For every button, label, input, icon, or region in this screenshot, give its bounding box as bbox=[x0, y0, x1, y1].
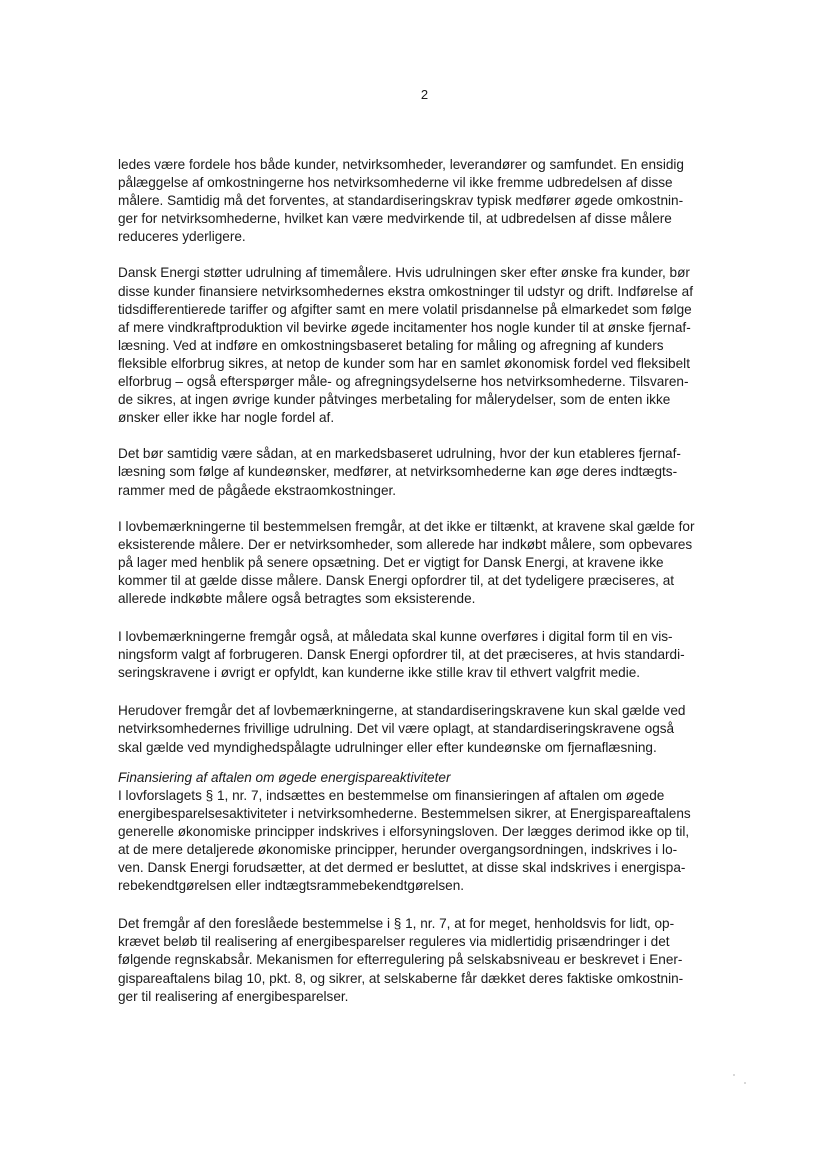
text-line: de sikres, at ingen øvrige kunder påtvinges merbetaling for målerydelser, som de enten ikke bbox=[118, 392, 671, 408]
text-line: ven. Dansk Energi forudsætter, at det dermed er besluttet, at disse skal indskrives i energispa- bbox=[118, 860, 686, 876]
scan-speck bbox=[733, 1074, 735, 1076]
text-line: I lovbemærkningerne fremgår også, at måledata skal kunne overføres i digital form til en vis- bbox=[118, 629, 673, 645]
section-paragraph-1 bbox=[118, 787, 740, 896]
paragraph-2 bbox=[118, 264, 740, 427]
text-line: af mere vindkraftproduktion vil bevirke øgede incitamenter hos nogle kunder til at ønske fjernaf- bbox=[118, 319, 691, 335]
text-line: Herudover fremgår det af lovbemærkningerne, at standardiseringskravene kun skal gælde ved bbox=[118, 703, 686, 719]
text-line: disse kunder finansiere netvirksomhedernes ekstra omkostninger til udstyr og drift. Indførelse af bbox=[118, 283, 693, 299]
text-line: krævet beløb til realisering af energibesparelser reguleres via midlertidig prisændringer i det bbox=[118, 934, 670, 950]
text-line: Det bør samtidig være sådan, at en markedsbaseret udrulning, hvor der kun etableres fjernaf- bbox=[118, 446, 681, 462]
text-line: ningsform valgt af forbrugeren. Dansk Energi opfordrer til, at det præciseres, at hvis standardi- bbox=[118, 647, 685, 663]
text-line: læsning som følge af kundeønsker, medfører, at netvirksomhederne kan øge deres indtægts- bbox=[118, 464, 678, 480]
text-line: allerede indkøbte målere også betragtes som eksisterende. bbox=[118, 590, 476, 606]
text-line: elforbrug – også efterspørger måle- og afregningsydelserne hos netvirksomhederne. Tilsvaren- bbox=[118, 374, 689, 390]
text-line: Dansk Energi støtter udrulning af timemålere. Hvis udrulningen sker efter ønske fra kunder, bør bbox=[118, 265, 690, 281]
text-line: skal gælde ved myndighedspålagte udrulninger eller efter kundeønske om fjernaflæsning. bbox=[118, 739, 657, 755]
text-line: på lager med henblik på senere opsætning. Det er vigtigt for Dansk Energi, at kravene ikke bbox=[118, 554, 664, 570]
scan-speck bbox=[744, 1082, 746, 1084]
paragraph-3 bbox=[118, 445, 740, 499]
text-line: at de mere detaljerede økonomiske principper, herunder overgangsordningen, indskrives i lo- bbox=[118, 842, 678, 857]
paragraph-1 bbox=[118, 156, 740, 246]
text-line: generelle økonomiske principper indskrives i elforsyningsloven. Der lægges derimod ikke op til, bbox=[118, 823, 690, 839]
paragraph-6 bbox=[118, 702, 740, 756]
page-number: 2 bbox=[420, 87, 429, 102]
text-line: læsning. Ved at indføre en omkostningsbaseret betaling for måling og afregning af kunders bbox=[118, 337, 664, 353]
text-line: netvirksomhedernes frivillige udrulning. Det vil være oplagt, at standardiseringskravene også bbox=[118, 721, 675, 737]
text-line: Det fremgår af den foreslåede bestemmelse i § 1, nr. 7, at for meget, henholdsvis for lidt, op- bbox=[118, 916, 675, 932]
text-line: energibesparelsesaktiviteter i netvirksomhederne. Bestemmelsen sikrer, at Energispareaftalens bbox=[118, 805, 691, 821]
text-line: eksisterende målere. Der er netvirksomheder, som allerede har indkøbt målere, som opbevares bbox=[118, 536, 693, 552]
text-line: ger til realisering af energibesparelser. bbox=[118, 988, 349, 1004]
text-line: målere. Samtidig må det forventes, at standardiseringskrav typisk medfører øgede omkostnin- bbox=[118, 193, 684, 209]
text-line: rebekendtgørelsen eller indtægtsrammebekendtgørelsen. bbox=[118, 878, 465, 894]
paragraph-5 bbox=[118, 628, 740, 682]
section-heading: Finansiering af aftalen om øgede energispareaktiviteter bbox=[118, 769, 451, 785]
text-line: følgende regnskabsår. Mekanismen for efterregulering på selskabsniveau er beskrevet i Ener- bbox=[118, 952, 683, 968]
text-line: I lovbemærkningerne til bestemmelsen fremgår, at det ikke er tiltænkt, at kravene skal gælde for bbox=[118, 518, 695, 534]
document-body bbox=[118, 156, 740, 1006]
text-line: ønsker eller ikke har nogle fordel af. bbox=[118, 410, 335, 426]
text-line: reduceres yderligere. bbox=[118, 229, 246, 245]
text-line: ger for netvirksomhederne, hvilket kan være medvirkende til, at udbredelsen af disse målere bbox=[118, 211, 672, 227]
text-line: ledes være fordele hos både kunder, netvirksomheder, leverandører og samfundet. En ensidig bbox=[118, 157, 684, 172]
text-line: fleksible elforbrug sikres, at netop de kunder som har en samlet økonomisk fordel ved fleksibelt bbox=[118, 355, 690, 371]
paragraph-4 bbox=[118, 518, 740, 608]
text-line: tidsdifferentierede tariffer og afgifter samt en mere volatil prisdannelse på elmarkedet som følge bbox=[118, 301, 692, 317]
text-line: pålæggelse af omkostningerne hos netvirksomhederne vil ikke fremme udbredelsen af disse bbox=[118, 175, 673, 191]
text-line: seringskravene i øvrigt er opfyldt, kan kunderne ikke stille krav til ethvert valgfrit medie. bbox=[118, 665, 641, 681]
text-line: gispareaftalens bilag 10, pkt. 8, og sikrer, at selskaberne får dækket deres faktiske omkostnin- bbox=[118, 970, 684, 986]
section-paragraph-2 bbox=[118, 915, 740, 1005]
text-line: I lovforslagets § 1, nr. 7, indsættes en bestemmelse om finansieringen af aftalen om øgede bbox=[118, 787, 665, 803]
text-line: rammer med de pågåede ekstraomkostninger. bbox=[118, 482, 397, 498]
text-line: kommer til at gælde disse målere. Dansk Energi opfordrer til, at det tydeligere præciseres, at bbox=[118, 572, 675, 588]
